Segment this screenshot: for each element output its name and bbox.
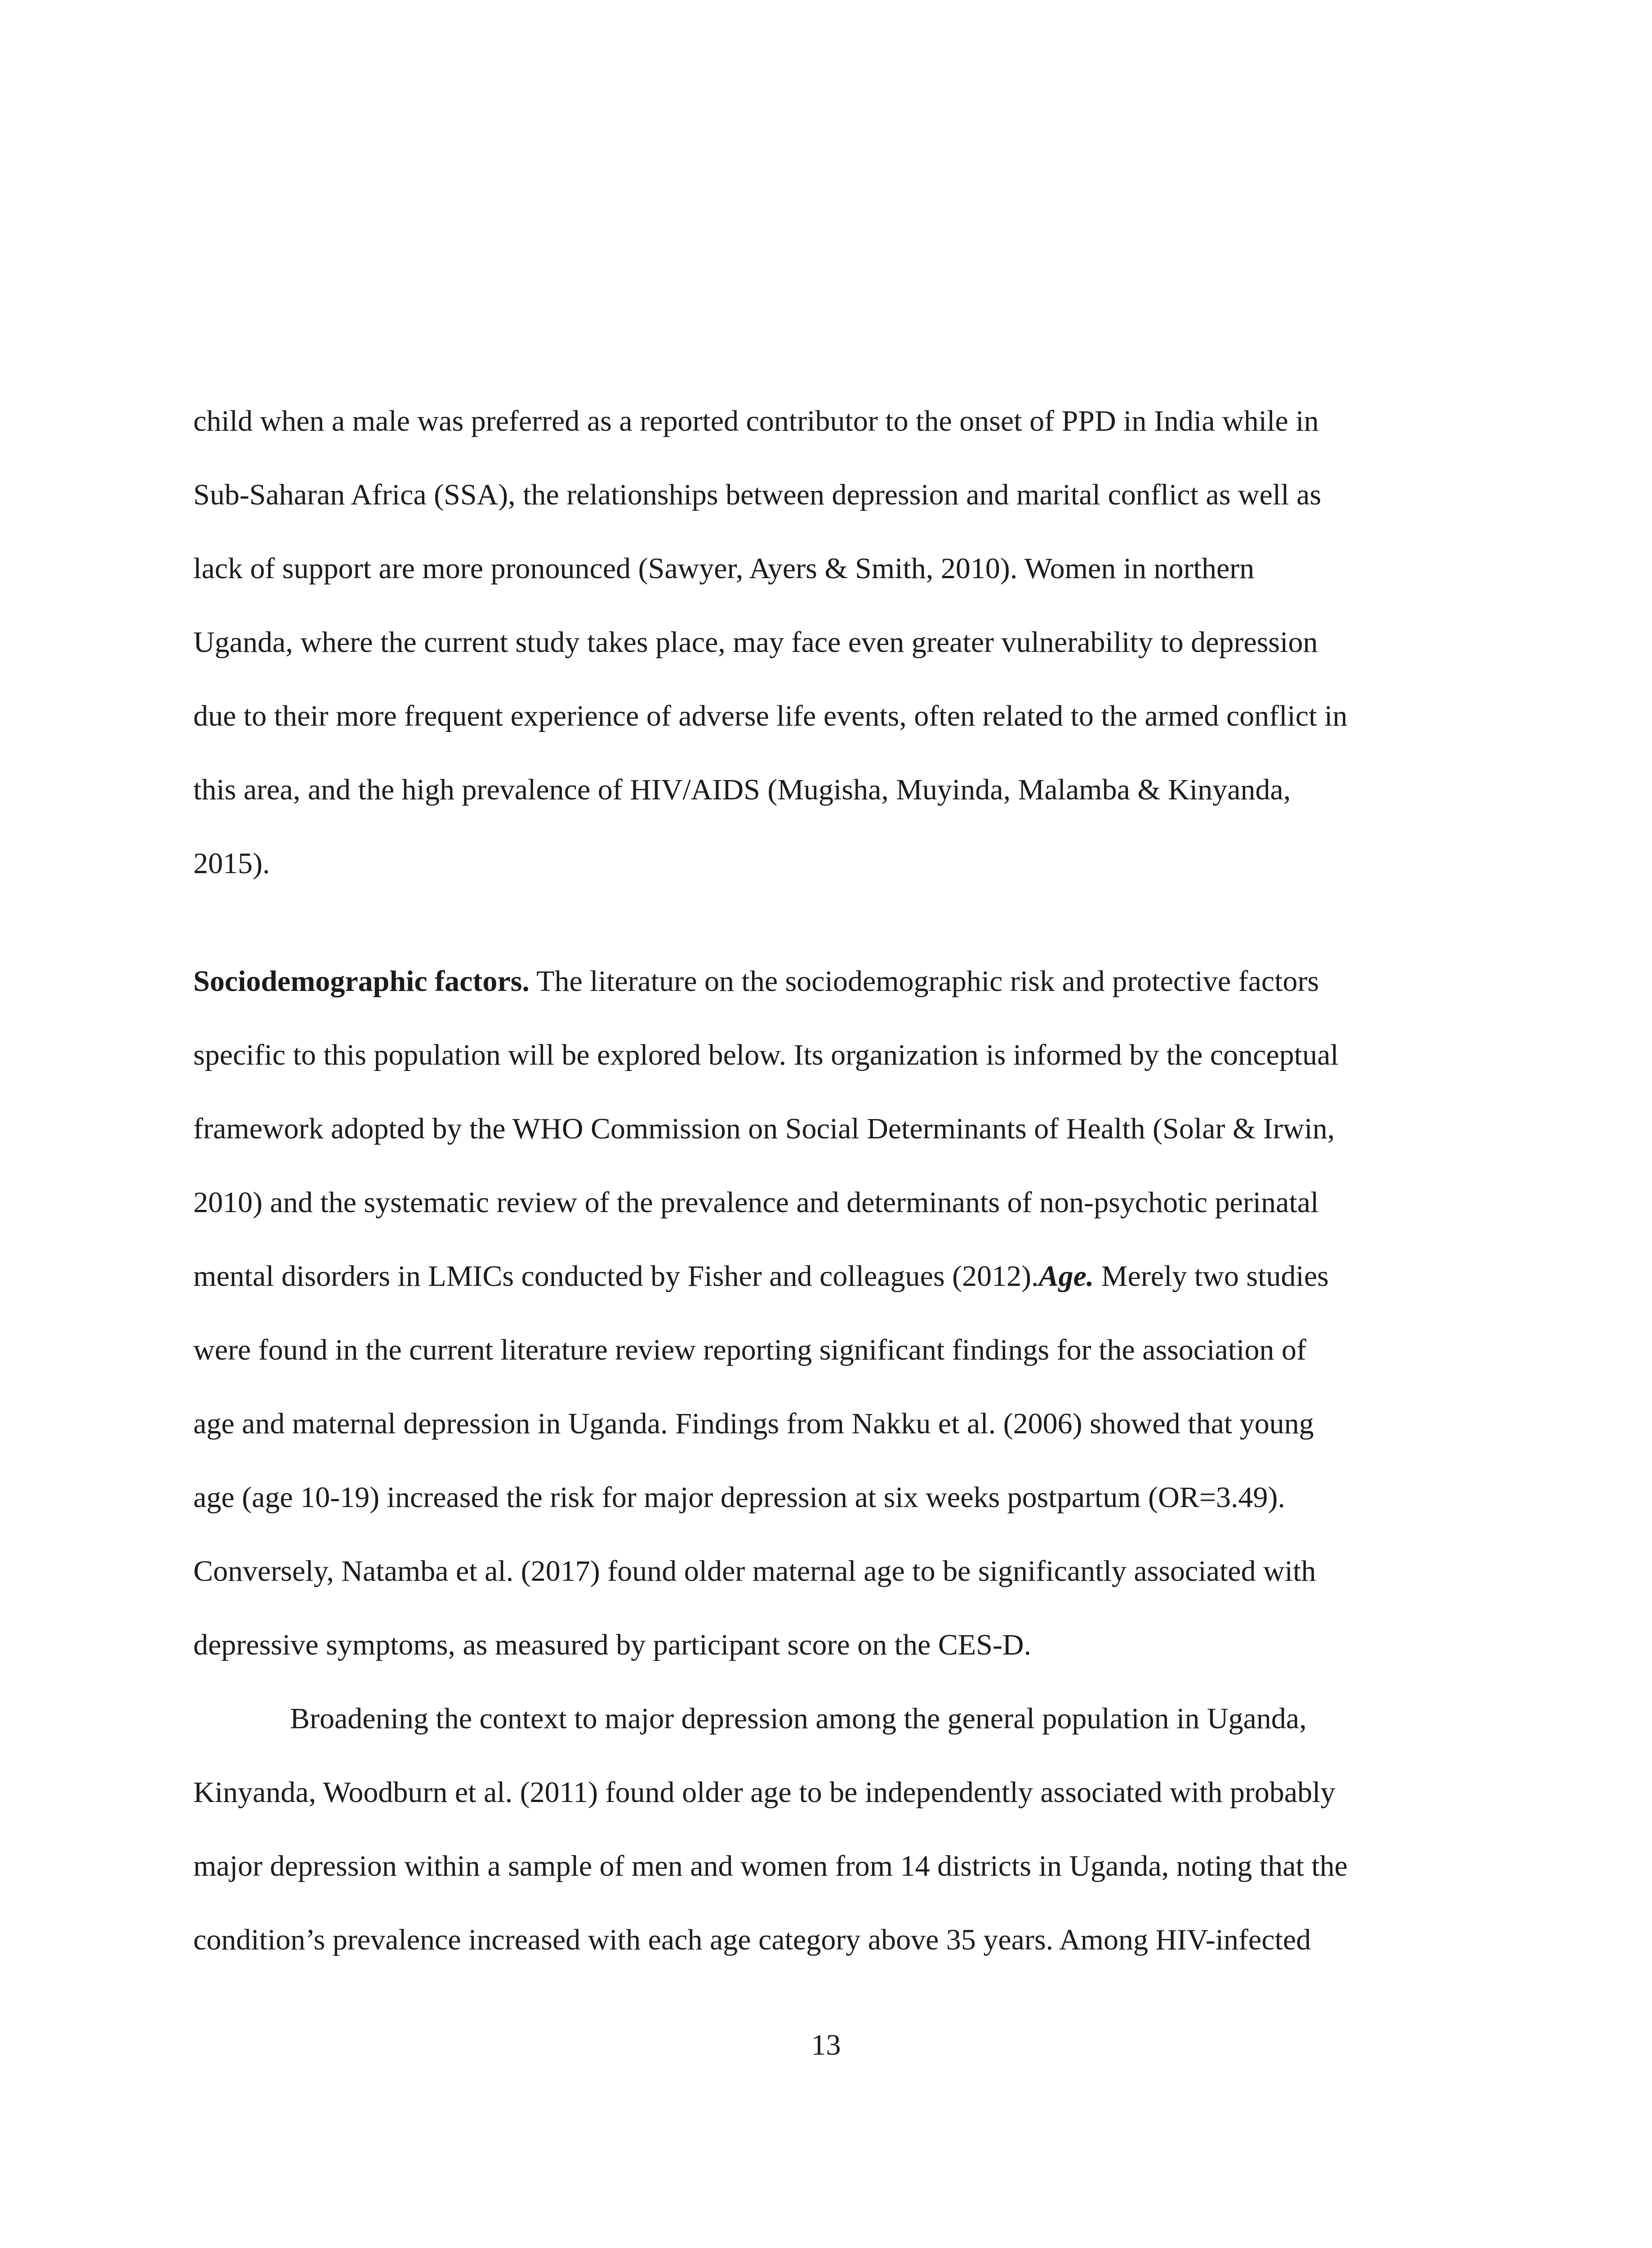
text-line	[193, 1262, 1329, 1291]
text-line: 2015).	[193, 847, 270, 880]
page-number: 13	[811, 2029, 841, 2061]
text-line: lack of support are more pronounced (Sawyer, Ayers & Smith, 2010). Women in northern	[193, 552, 1255, 585]
text-line	[193, 967, 1319, 996]
text-line: major depression within a sample of men and women from 14 districts in Uganda, noting that the	[193, 1850, 1348, 1882]
text-line: child when a male was preferred as a reported contributor to the onset of PPD in India while in	[193, 405, 1319, 437]
text-line: depressive symptoms, as measured by participant score on the CES-D.	[193, 1628, 1032, 1661]
text-line: age (age 10-19) increased the risk for major depression at six weeks postpartum (OR=3.49).	[193, 1481, 1286, 1514]
section-heading: Sociodemographic factors.	[193, 965, 530, 998]
subsection-heading: Age.	[1038, 1260, 1094, 1293]
text-line: due to their more frequent experience of adverse life events, often related to the armed conflict in	[193, 700, 1348, 732]
text-line: this area, and the high prevalence of HIV/AIDS (Mugisha, Muyinda, Malamba & Kinyanda,	[193, 773, 1291, 806]
text-run: The literature on the sociodemographic risk and protective factors	[529, 965, 1319, 998]
text-run: Merely two studies	[1094, 1260, 1329, 1293]
text-line: specific to this population will be explored below. Its organization is informed by the conceptual	[193, 1039, 1339, 1071]
text-line: condition’s prevalence increased with each age category above 35 years. Among HIV-infected	[193, 1923, 1311, 1956]
text-line: Sub-Saharan Africa (SSA), the relationships between depression and marital conflict as well as	[193, 478, 1322, 511]
text-line: age and maternal depression in Uganda. Findings from Nakku et al. (2006) showed that young	[193, 1407, 1314, 1440]
text-line: 2010) and the systematic review of the prevalence and determinants of non-psychotic perinatal	[193, 1186, 1319, 1219]
text-line: Conversely, Natamba et al. (2017) found older maternal age to be significantly associated with	[193, 1555, 1316, 1588]
text-line: were found in the current literature review reporting significant findings for the association of	[193, 1334, 1306, 1366]
text-run: mental disorders in LMICs conducted by Fisher and colleagues (2012).	[193, 1260, 1039, 1293]
text-line: framework adopted by the WHO Commission on Social Determinants of Health (Solar & Irwin,	[193, 1112, 1335, 1145]
text-line: Uganda, where the current study takes place, may face even greater vulnerability to depression	[193, 626, 1318, 659]
text-line: Kinyanda, Woodburn et al. (2011) found older age to be independently associated with probably	[193, 1776, 1336, 1809]
text-line: Broadening the context to major depression among the general population in Uganda,	[290, 1702, 1307, 1735]
